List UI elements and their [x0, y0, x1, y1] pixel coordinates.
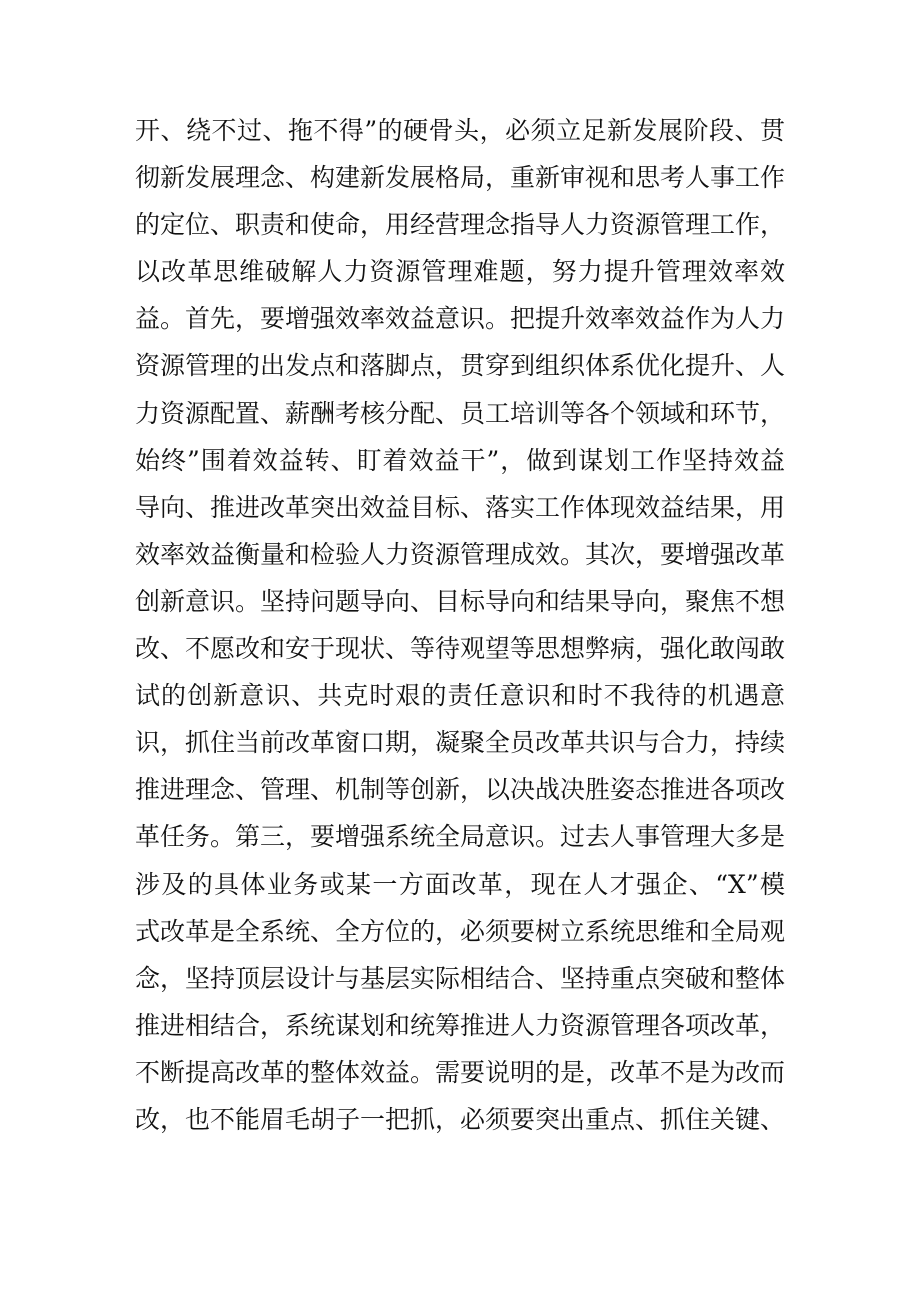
- text-line: 式改革是全系统、全方位的，必须要树立系统思维和全局观: [135, 916, 786, 946]
- text-line: 识，抓住当前改革窗口期，凝聚全员改革共识与合力，持续: [135, 728, 786, 758]
- text-line: 导向、推进改革突出效益目标、落实工作体现效益结果，用: [135, 492, 786, 522]
- text-line: 改，也不能眉毛胡子一把抓，必须要突出重点、抓住关键、: [135, 1104, 786, 1134]
- text-line: 力资源配置、薪酬考核分配、员工培训等各个领域和环节，: [135, 398, 786, 428]
- text-line: 涉及的具体业务或某一方面改革，现在人才强企、“X”模: [135, 869, 785, 899]
- text-line: 推进相结合，系统谋划和统筹推进人力资源管理各项改革，: [135, 1010, 786, 1040]
- body-paragraph: [135, 107, 785, 1143]
- text-line: 推进理念、管理、机制等创新，以决战决胜姿态推进各项改: [135, 775, 786, 805]
- text-line: 试的创新意识、共克时艰的责任意识和时不我待的机遇意: [135, 681, 785, 711]
- text-line: 革任务。第三，要增强系统全局意识。过去人事管理大多是: [135, 822, 786, 852]
- text-line: 创新意识。坚持问题导向、目标导向和结果导向，聚焦不想: [135, 586, 786, 616]
- text-line: 资源管理的出发点和落脚点，贯穿到组织体系优化提升、人: [135, 351, 786, 381]
- text-line: 的定位、职责和使命，用经营理念指导人力资源管理工作，: [135, 210, 786, 240]
- text-line: 不断提高改革的整体效益。需要说明的是，改革不是为改而: [135, 1057, 786, 1087]
- text-line: 以改革思维破解人力资源管理难题，努力提升管理效率效: [135, 257, 785, 287]
- text-line: 效率效益衡量和检验人力资源管理成效。其次，要增强改革: [135, 539, 786, 569]
- text-line: 开、绕不过、拖不得”的硬骨头，必须立足新发展阶段、贯: [135, 116, 785, 145]
- text-line: 念，坚持顶层设计与基层实际相结合、坚持重点突破和整体: [135, 963, 786, 993]
- text-line: 彻新发展理念、构建新发展格局，重新审视和思考人事工作: [135, 163, 786, 193]
- text-line: 益。首先，要增强效率效益意识。把提升效率效益作为人力: [135, 304, 786, 334]
- text-line: 改、不愿改和安于现状、等待观望等思想弊病，强化敢闯敢: [135, 634, 786, 664]
- text-line: 始终”围着效益转、盯着效益干”，做到谋划工作坚持效益: [135, 445, 785, 475]
